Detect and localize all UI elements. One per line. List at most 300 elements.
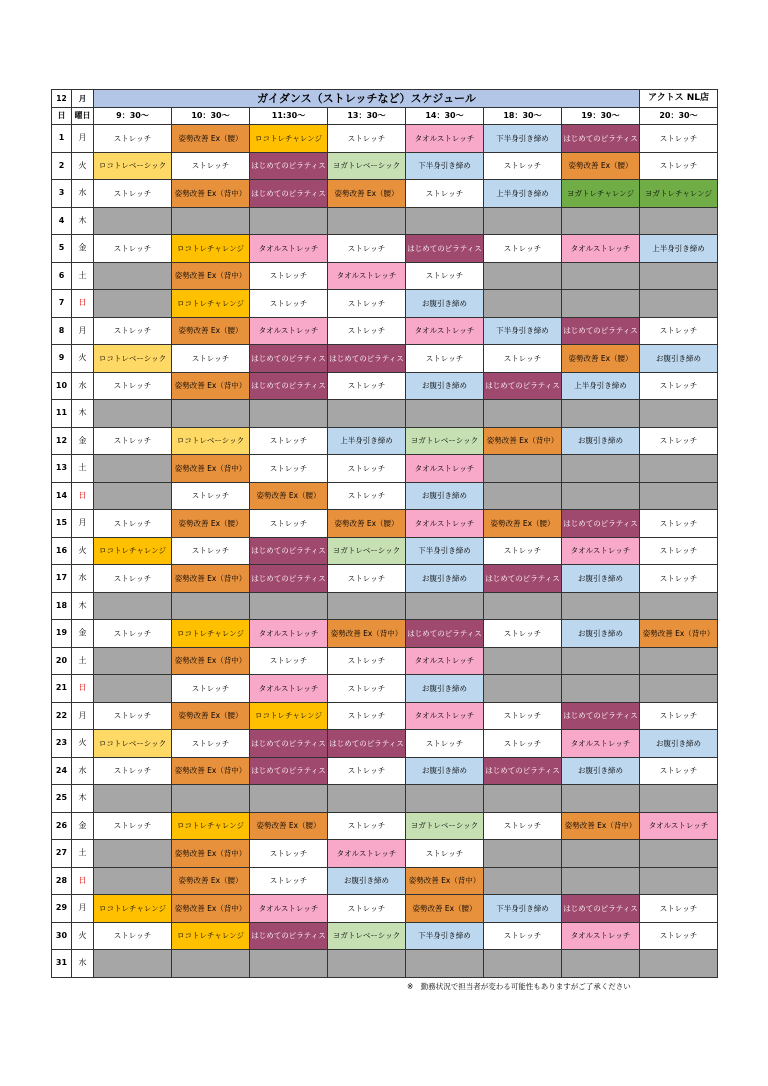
class-slot: タオルストレッチ bbox=[250, 620, 328, 648]
class-slot: ストレッチ bbox=[328, 565, 406, 593]
class-slot: ストレッチ bbox=[484, 537, 562, 565]
schedule-row bbox=[52, 180, 718, 208]
class-slot: ヨガトレチャレンジ bbox=[562, 180, 640, 208]
class-slot: お腹引き締め bbox=[562, 620, 640, 648]
schedule-row bbox=[52, 345, 718, 373]
day-number: 10 bbox=[52, 372, 72, 400]
class-slot: タオルストレッチ bbox=[250, 317, 328, 345]
weekday: 水 bbox=[72, 372, 94, 400]
empty-slot bbox=[484, 675, 562, 703]
class-slot: ロコトレチャレンジ bbox=[250, 125, 328, 153]
class-slot: お腹引き締め bbox=[328, 867, 406, 895]
class-slot: ストレッチ bbox=[172, 345, 250, 373]
weekday: 月 bbox=[72, 510, 94, 538]
class-slot: ストレッチ bbox=[640, 565, 718, 593]
class-slot: タオルストレッチ bbox=[562, 235, 640, 263]
class-slot: タオルストレッチ bbox=[562, 730, 640, 758]
weekday: 火 bbox=[72, 730, 94, 758]
schedule-table bbox=[51, 89, 718, 978]
empty-slot bbox=[328, 592, 406, 620]
class-slot: ストレッチ bbox=[484, 345, 562, 373]
class-slot: 上半身引き締め bbox=[640, 235, 718, 263]
class-slot: ストレッチ bbox=[406, 262, 484, 290]
empty-slot bbox=[562, 950, 640, 978]
class-slot: タオルストレッチ bbox=[406, 455, 484, 483]
class-slot: 姿勢改善 Ex（背中） bbox=[172, 372, 250, 400]
empty-slot bbox=[406, 400, 484, 428]
empty-slot bbox=[328, 207, 406, 235]
empty-slot bbox=[484, 290, 562, 318]
class-slot: ロコトレベーシック bbox=[94, 345, 172, 373]
class-slot: ストレッチ bbox=[328, 455, 406, 483]
class-slot: ストレッチ bbox=[94, 427, 172, 455]
schedule-row bbox=[52, 125, 718, 153]
class-slot: タオルストレッチ bbox=[328, 262, 406, 290]
empty-slot bbox=[406, 785, 484, 813]
class-slot: タオルストレッチ bbox=[406, 647, 484, 675]
schedule-row bbox=[52, 840, 718, 868]
class-slot: 姿勢改善 Ex（腰） bbox=[172, 510, 250, 538]
weekday: 土 bbox=[72, 455, 94, 483]
weekday: 木 bbox=[72, 400, 94, 428]
class-slot: ストレッチ bbox=[640, 427, 718, 455]
day-number: 29 bbox=[52, 895, 72, 923]
weekday: 金 bbox=[72, 812, 94, 840]
schedule-row bbox=[52, 537, 718, 565]
class-slot: はじめてのピラティス bbox=[562, 510, 640, 538]
class-slot: ロコトレチャレンジ bbox=[172, 620, 250, 648]
empty-slot bbox=[640, 785, 718, 813]
class-slot: ストレッチ bbox=[484, 235, 562, 263]
weekday: 日 bbox=[72, 675, 94, 703]
schedule-row bbox=[52, 565, 718, 593]
empty-slot bbox=[484, 455, 562, 483]
class-slot: 姿勢改善 Ex（背中） bbox=[172, 262, 250, 290]
empty-slot bbox=[640, 207, 718, 235]
class-slot: ストレッチ bbox=[328, 482, 406, 510]
empty-slot bbox=[640, 867, 718, 895]
class-slot: お腹引き締め bbox=[406, 675, 484, 703]
class-slot: ストレッチ bbox=[172, 482, 250, 510]
schedule-row bbox=[52, 290, 718, 318]
class-slot: ストレッチ bbox=[484, 922, 562, 950]
day-number: 5 bbox=[52, 235, 72, 263]
class-slot: お腹引き締め bbox=[562, 427, 640, 455]
class-slot: はじめてのピラティス bbox=[484, 372, 562, 400]
schedule-row bbox=[52, 950, 718, 978]
class-slot: 姿勢改善 Ex（背中） bbox=[172, 895, 250, 923]
class-slot: お腹引き締め bbox=[562, 757, 640, 785]
class-slot: ストレッチ bbox=[640, 317, 718, 345]
empty-slot bbox=[562, 840, 640, 868]
class-slot: ヨガトレベーシック bbox=[328, 922, 406, 950]
empty-slot bbox=[640, 400, 718, 428]
class-slot: ストレッチ bbox=[406, 180, 484, 208]
class-slot: 姿勢改善 Ex（背中） bbox=[640, 620, 718, 648]
class-slot: ストレッチ bbox=[484, 152, 562, 180]
schedule-row bbox=[52, 895, 718, 923]
class-slot: ストレッチ bbox=[640, 152, 718, 180]
class-slot: はじめてのピラティス bbox=[250, 537, 328, 565]
empty-slot bbox=[562, 290, 640, 318]
empty-slot bbox=[640, 647, 718, 675]
day-number: 12 bbox=[52, 427, 72, 455]
day-column-header: 日 bbox=[52, 108, 72, 125]
weekday: 金 bbox=[72, 235, 94, 263]
class-slot: ロコトレチャレンジ bbox=[172, 812, 250, 840]
schedule-row bbox=[52, 235, 718, 263]
empty-slot bbox=[328, 950, 406, 978]
empty-slot bbox=[328, 785, 406, 813]
class-slot: ストレッチ bbox=[94, 922, 172, 950]
schedule-row bbox=[52, 372, 718, 400]
header-row bbox=[52, 108, 718, 125]
class-slot: はじめてのピラティス bbox=[562, 125, 640, 153]
schedule-row bbox=[52, 455, 718, 483]
class-slot: ストレッチ bbox=[406, 345, 484, 373]
empty-slot bbox=[484, 950, 562, 978]
empty-slot bbox=[94, 840, 172, 868]
class-slot: 上半身引き締め bbox=[484, 180, 562, 208]
day-number: 23 bbox=[52, 730, 72, 758]
schedule-row bbox=[52, 730, 718, 758]
empty-slot bbox=[94, 950, 172, 978]
class-slot: 上半身引き締め bbox=[328, 427, 406, 455]
empty-slot bbox=[562, 262, 640, 290]
empty-slot bbox=[94, 455, 172, 483]
class-slot: お腹引き締め bbox=[406, 565, 484, 593]
day-number: 9 bbox=[52, 345, 72, 373]
empty-slot bbox=[172, 950, 250, 978]
day-number: 11 bbox=[52, 400, 72, 428]
class-slot: 姿勢改善 Ex（背中） bbox=[172, 757, 250, 785]
empty-slot bbox=[484, 207, 562, 235]
class-slot: タオルストレッチ bbox=[562, 922, 640, 950]
class-slot: 姿勢改善 Ex（背中） bbox=[172, 455, 250, 483]
footnote: ※ 勤務状況で担当者が変わる可能性もありますがご了承ください bbox=[407, 982, 631, 991]
class-slot: ストレッチ bbox=[406, 730, 484, 758]
empty-slot bbox=[562, 455, 640, 483]
class-slot: 姿勢改善 Ex（腰） bbox=[172, 867, 250, 895]
class-slot: 姿勢改善 Ex（背中） bbox=[562, 812, 640, 840]
empty-slot bbox=[94, 647, 172, 675]
schedule-row bbox=[52, 867, 718, 895]
time-header-1830: 18：30～ bbox=[484, 108, 562, 125]
class-slot: ストレッチ bbox=[94, 702, 172, 730]
weekday: 火 bbox=[72, 345, 94, 373]
day-number: 21 bbox=[52, 675, 72, 703]
empty-slot bbox=[94, 262, 172, 290]
schedule-row bbox=[52, 592, 718, 620]
day-number: 19 bbox=[52, 620, 72, 648]
class-slot: ストレッチ bbox=[94, 757, 172, 785]
empty-slot bbox=[562, 482, 640, 510]
class-slot: 姿勢改善 Ex（背中） bbox=[172, 180, 250, 208]
class-slot: 姿勢改善 Ex（背中） bbox=[172, 840, 250, 868]
class-slot: ストレッチ bbox=[172, 675, 250, 703]
day-number: 4 bbox=[52, 207, 72, 235]
store-name: アクトス NL店 bbox=[640, 90, 718, 108]
schedule-row bbox=[52, 647, 718, 675]
class-slot: はじめてのピラティス bbox=[484, 565, 562, 593]
class-slot: はじめてのピラティス bbox=[328, 730, 406, 758]
day-number: 3 bbox=[52, 180, 72, 208]
schedule-row bbox=[52, 785, 718, 813]
empty-slot bbox=[250, 592, 328, 620]
class-slot: 姿勢改善 Ex（腰） bbox=[250, 482, 328, 510]
day-number: 30 bbox=[52, 922, 72, 950]
class-slot: ヨガトレベーシック bbox=[406, 427, 484, 455]
time-header-1130: 11:30～ bbox=[250, 108, 328, 125]
weekday: 金 bbox=[72, 427, 94, 455]
class-slot: 姿勢改善 Ex（腰） bbox=[406, 895, 484, 923]
class-slot: 姿勢改善 Ex（腰） bbox=[250, 812, 328, 840]
class-slot: ストレッチ bbox=[640, 537, 718, 565]
class-slot: ストレッチ bbox=[640, 757, 718, 785]
class-slot: 下半身引き締め bbox=[484, 125, 562, 153]
empty-slot bbox=[250, 400, 328, 428]
class-slot: はじめてのピラティス bbox=[250, 372, 328, 400]
empty-slot bbox=[562, 647, 640, 675]
class-slot: お腹引き締め bbox=[406, 757, 484, 785]
class-slot: ストレッチ bbox=[94, 812, 172, 840]
empty-slot bbox=[172, 400, 250, 428]
weekday: 木 bbox=[72, 785, 94, 813]
class-slot: 姿勢改善 Ex（腰） bbox=[562, 152, 640, 180]
class-slot: ストレッチ bbox=[250, 867, 328, 895]
class-slot: ストレッチ bbox=[484, 620, 562, 648]
class-slot: ストレッチ bbox=[328, 125, 406, 153]
class-slot: 姿勢改善 Ex（背中） bbox=[172, 647, 250, 675]
class-slot: ロコトレチャレンジ bbox=[172, 235, 250, 263]
weekday: 土 bbox=[72, 840, 94, 868]
empty-slot bbox=[94, 785, 172, 813]
empty-slot bbox=[484, 867, 562, 895]
class-slot: ストレッチ bbox=[484, 730, 562, 758]
class-slot: ストレッチ bbox=[250, 262, 328, 290]
day-number: 8 bbox=[52, 317, 72, 345]
schedule-row bbox=[52, 510, 718, 538]
empty-slot bbox=[94, 867, 172, 895]
class-slot: 姿勢改善 Ex（背中） bbox=[328, 620, 406, 648]
class-slot: ストレッチ bbox=[94, 317, 172, 345]
class-slot: ストレッチ bbox=[250, 455, 328, 483]
class-slot: ストレッチ bbox=[94, 510, 172, 538]
class-slot: ストレッチ bbox=[172, 730, 250, 758]
class-slot: ストレッチ bbox=[328, 372, 406, 400]
empty-slot bbox=[562, 785, 640, 813]
empty-slot bbox=[406, 950, 484, 978]
empty-slot bbox=[484, 400, 562, 428]
class-slot: ストレッチ bbox=[94, 125, 172, 153]
weekday: 土 bbox=[72, 262, 94, 290]
weekday: 水 bbox=[72, 950, 94, 978]
empty-slot bbox=[172, 207, 250, 235]
class-slot: ストレッチ bbox=[94, 180, 172, 208]
class-slot: はじめてのピラティス bbox=[562, 895, 640, 923]
class-slot: 下半身引き締め bbox=[406, 152, 484, 180]
class-slot: はじめてのピラティス bbox=[250, 180, 328, 208]
class-slot: はじめてのピラティス bbox=[328, 345, 406, 373]
empty-slot bbox=[94, 400, 172, 428]
schedule-row bbox=[52, 427, 718, 455]
empty-slot bbox=[94, 592, 172, 620]
day-number: 28 bbox=[52, 867, 72, 895]
class-slot: ストレッチ bbox=[640, 372, 718, 400]
class-slot: ストレッチ bbox=[328, 290, 406, 318]
class-slot: 下半身引き締め bbox=[484, 317, 562, 345]
class-slot: はじめてのピラティス bbox=[562, 317, 640, 345]
class-slot: 姿勢改善 Ex（背中） bbox=[484, 427, 562, 455]
class-slot: ストレッチ bbox=[640, 702, 718, 730]
schedule-row bbox=[52, 207, 718, 235]
day-number: 16 bbox=[52, 537, 72, 565]
class-slot: ストレッチ bbox=[328, 235, 406, 263]
class-slot: はじめてのピラティス bbox=[562, 702, 640, 730]
class-slot: ロコトレベーシック bbox=[172, 427, 250, 455]
schedule-row bbox=[52, 922, 718, 950]
class-slot: ストレッチ bbox=[250, 840, 328, 868]
class-slot: 姿勢改善 Ex（腰） bbox=[172, 125, 250, 153]
class-slot: 姿勢改善 Ex（腰） bbox=[484, 510, 562, 538]
empty-slot bbox=[484, 785, 562, 813]
class-slot: タオルストレッチ bbox=[640, 812, 718, 840]
class-slot: はじめてのピラティス bbox=[250, 565, 328, 593]
class-slot: ストレッチ bbox=[328, 757, 406, 785]
class-slot: ロコトレベーシック bbox=[94, 152, 172, 180]
class-slot: ヨガトレチャレンジ bbox=[640, 180, 718, 208]
schedule-row bbox=[52, 262, 718, 290]
weekday: 木 bbox=[72, 592, 94, 620]
empty-slot bbox=[250, 207, 328, 235]
day-number: 25 bbox=[52, 785, 72, 813]
schedule-row bbox=[52, 757, 718, 785]
empty-slot bbox=[640, 482, 718, 510]
class-slot: ストレッチ bbox=[328, 647, 406, 675]
day-number: 15 bbox=[52, 510, 72, 538]
empty-slot bbox=[562, 400, 640, 428]
weekday: 土 bbox=[72, 647, 94, 675]
empty-slot bbox=[640, 675, 718, 703]
empty-slot bbox=[484, 262, 562, 290]
class-slot: ストレッチ bbox=[250, 510, 328, 538]
class-slot: ストレッチ bbox=[94, 620, 172, 648]
class-slot: 姿勢改善 Ex（腰） bbox=[172, 702, 250, 730]
empty-slot bbox=[640, 840, 718, 868]
empty-slot bbox=[484, 482, 562, 510]
weekday: 月 bbox=[72, 895, 94, 923]
empty-slot bbox=[562, 867, 640, 895]
class-slot: ストレッチ bbox=[94, 235, 172, 263]
class-slot: お腹引き締め bbox=[640, 730, 718, 758]
class-slot: タオルストレッチ bbox=[250, 895, 328, 923]
class-slot: ストレッチ bbox=[328, 895, 406, 923]
empty-slot bbox=[640, 950, 718, 978]
empty-slot bbox=[172, 785, 250, 813]
day-number: 17 bbox=[52, 565, 72, 593]
class-slot: ヨガトレベーシック bbox=[328, 537, 406, 565]
class-slot: タオルストレッチ bbox=[406, 125, 484, 153]
class-slot: ヨガトレベーシック bbox=[406, 812, 484, 840]
class-slot: ストレッチ bbox=[328, 675, 406, 703]
schedule-row bbox=[52, 675, 718, 703]
schedule-row bbox=[52, 482, 718, 510]
weekday: 月 bbox=[72, 702, 94, 730]
weekday: 火 bbox=[72, 922, 94, 950]
class-slot: お腹引き締め bbox=[406, 372, 484, 400]
class-slot: ストレッチ bbox=[250, 290, 328, 318]
class-slot: ストレッチ bbox=[484, 702, 562, 730]
weekday: 日 bbox=[72, 482, 94, 510]
class-slot: はじめてのピラティス bbox=[406, 235, 484, 263]
empty-slot bbox=[172, 592, 250, 620]
class-slot: ストレッチ bbox=[328, 702, 406, 730]
empty-slot bbox=[94, 290, 172, 318]
schedule-row bbox=[52, 152, 718, 180]
empty-slot bbox=[562, 675, 640, 703]
weekday-column-header: 曜日 bbox=[72, 108, 94, 125]
class-slot: ストレッチ bbox=[640, 125, 718, 153]
day-number: 18 bbox=[52, 592, 72, 620]
class-slot: ヨガトレベーシック bbox=[328, 152, 406, 180]
day-number: 13 bbox=[52, 455, 72, 483]
class-slot: ストレッチ bbox=[250, 647, 328, 675]
weekday: 水 bbox=[72, 565, 94, 593]
empty-slot bbox=[640, 290, 718, 318]
time-header-1930: 19：30～ bbox=[562, 108, 640, 125]
weekday: 日 bbox=[72, 867, 94, 895]
empty-slot bbox=[94, 675, 172, 703]
weekday: 金 bbox=[72, 620, 94, 648]
class-slot: ストレッチ bbox=[328, 317, 406, 345]
class-slot: タオルストレッチ bbox=[250, 235, 328, 263]
empty-slot bbox=[250, 785, 328, 813]
time-header-1430: 14：30～ bbox=[406, 108, 484, 125]
class-slot: ロコトレチャレンジ bbox=[172, 922, 250, 950]
time-header-1030: 10：30～ bbox=[172, 108, 250, 125]
day-number: 26 bbox=[52, 812, 72, 840]
day-number: 14 bbox=[52, 482, 72, 510]
class-slot: 下半身引き締め bbox=[484, 895, 562, 923]
title-row bbox=[52, 90, 718, 108]
weekday: 水 bbox=[72, 757, 94, 785]
class-slot: ストレッチ bbox=[640, 922, 718, 950]
page-title: ガイダンス（ストレッチなど）スケジュール bbox=[94, 90, 640, 108]
empty-slot bbox=[406, 207, 484, 235]
empty-slot bbox=[484, 647, 562, 675]
empty-slot bbox=[94, 482, 172, 510]
class-slot: タオルストレッチ bbox=[406, 510, 484, 538]
class-slot: ストレッチ bbox=[406, 840, 484, 868]
day-number: 24 bbox=[52, 757, 72, 785]
time-header-0930: 9：30～ bbox=[94, 108, 172, 125]
class-slot: タオルストレッチ bbox=[406, 702, 484, 730]
time-header-1330: 13：30～ bbox=[328, 108, 406, 125]
class-slot: はじめてのピラティス bbox=[250, 730, 328, 758]
schedule-row bbox=[52, 812, 718, 840]
class-slot: ロコトレチャレンジ bbox=[250, 702, 328, 730]
class-slot: 姿勢改善 Ex（腰） bbox=[328, 180, 406, 208]
class-slot: タオルストレッチ bbox=[328, 840, 406, 868]
class-slot: タオルストレッチ bbox=[406, 317, 484, 345]
class-slot: お腹引き締め bbox=[406, 290, 484, 318]
class-slot: 姿勢改善 Ex（背中） bbox=[172, 565, 250, 593]
weekday: 火 bbox=[72, 152, 94, 180]
empty-slot bbox=[640, 262, 718, 290]
class-slot: ロコトレチャレンジ bbox=[94, 895, 172, 923]
class-slot: ストレッチ bbox=[172, 152, 250, 180]
empty-slot bbox=[328, 400, 406, 428]
